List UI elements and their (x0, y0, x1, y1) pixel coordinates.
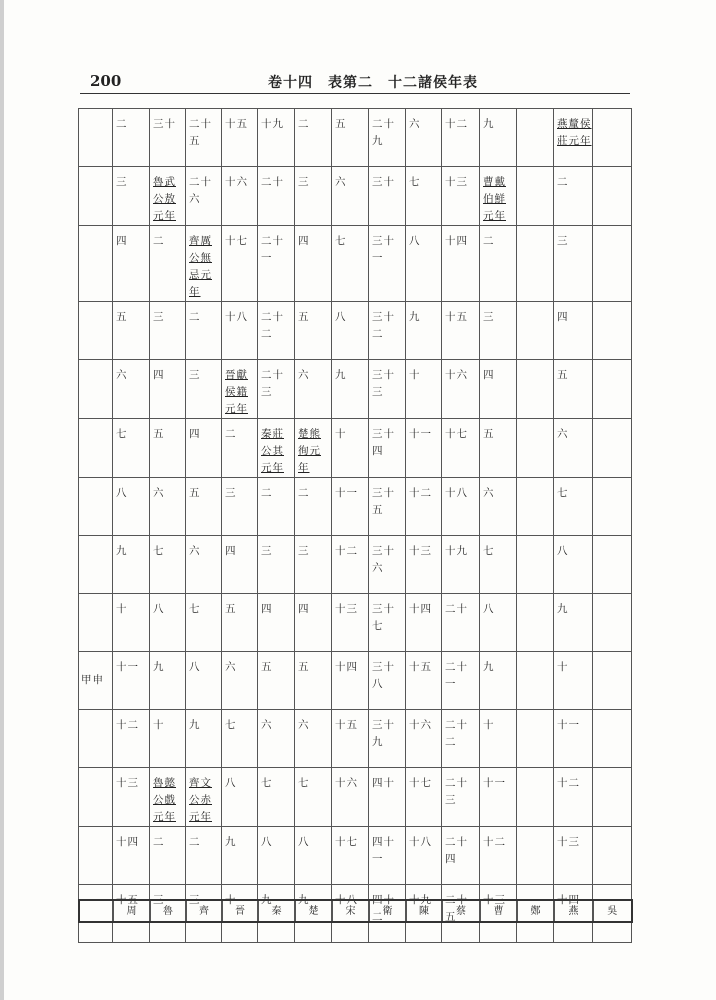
table-row (79, 360, 632, 419)
state-name-cell: 宋 (332, 900, 369, 922)
year-cell: 二十五 (442, 885, 480, 943)
year-cell: 三十 (369, 167, 406, 226)
running-header: 卷十四 表第二 十二諸侯年表 (268, 75, 478, 91)
page-number: 200 (90, 72, 122, 90)
year-cell: 十四 (442, 226, 480, 302)
year-cell: 二 (150, 827, 186, 885)
year-cell: 八 (554, 536, 593, 594)
year-cell: 十一 (332, 478, 369, 536)
year-cell: 七 (480, 536, 517, 594)
year-cell: 八 (222, 768, 258, 827)
state-name-cell: 秦 (258, 900, 295, 922)
year-cell: 十六 (222, 167, 258, 226)
year-cell: 五 (150, 419, 186, 478)
ganzhi-cell (79, 302, 113, 360)
year-cell: 十七 (222, 226, 258, 302)
year-cell: 九 (150, 652, 186, 710)
year-cell: 六 (332, 167, 369, 226)
year-cell: 七 (258, 768, 295, 827)
year-cell: 三 (222, 478, 258, 536)
year-cell: 三 (258, 536, 295, 594)
year-cell: 九 (554, 594, 593, 652)
year-cell: 二十六 (186, 167, 222, 226)
year-cell: 十七 (332, 827, 369, 885)
year-cell: 六 (113, 360, 150, 419)
year-cell: 四 (150, 360, 186, 419)
year-cell: 八 (332, 302, 369, 360)
year-cell: 二 (295, 109, 332, 167)
year-cell: 十五 (442, 302, 480, 360)
year-cell: 六 (222, 652, 258, 710)
year-cell (593, 652, 632, 710)
year-cell: 十三 (113, 768, 150, 827)
year-cell: 十二 (442, 109, 480, 167)
year-cell: 十 (150, 710, 186, 768)
year-cell: 五 (222, 594, 258, 652)
year-cell: 齊厲公無忌元年 (186, 226, 222, 302)
year-cell: 三十七 (369, 594, 406, 652)
year-cell: 二 (295, 478, 332, 536)
year-cell: 四 (113, 226, 150, 302)
year-cell: 九 (186, 710, 222, 768)
year-cell: 六 (295, 360, 332, 419)
ganzhi-cell (79, 536, 113, 594)
ganzhi-cell (79, 827, 113, 885)
year-cell: 三十八 (369, 652, 406, 710)
year-cell: 八 (295, 827, 332, 885)
year-cell: 二十九 (369, 109, 406, 167)
year-cell: 十三 (442, 167, 480, 226)
state-name-cell: 鄭 (517, 900, 554, 922)
year-cell: 十二 (480, 827, 517, 885)
year-cell: 楚熊徇元年 (295, 419, 332, 478)
year-cell: 十七 (406, 768, 442, 827)
year-cell: 十四 (406, 594, 442, 652)
year-cell: 三十二 (369, 302, 406, 360)
year-cell: 五 (480, 419, 517, 478)
year-cell: 三十三 (369, 360, 406, 419)
year-cell: 十一 (113, 652, 150, 710)
year-cell: 六 (150, 478, 186, 536)
year-cell: 六 (554, 419, 593, 478)
year-cell: 二十三 (442, 768, 480, 827)
year-cell: 八 (186, 652, 222, 710)
year-cell: 九 (113, 536, 150, 594)
year-cell: 二十一 (258, 226, 295, 302)
year-cell: 三 (186, 360, 222, 419)
ganzhi-cell (79, 419, 113, 478)
year-cell: 十三 (406, 536, 442, 594)
ganzhi-cell: 甲申 (79, 652, 113, 710)
year-cell: 七 (554, 478, 593, 536)
year-cell (593, 536, 632, 594)
year-cell: 十八 (442, 478, 480, 536)
ganzhi-cell (79, 360, 113, 419)
state-name-cell (79, 900, 113, 922)
year-cell: 七 (406, 167, 442, 226)
year-cell: 六 (295, 710, 332, 768)
ganzhi-cell (79, 594, 113, 652)
table-row (79, 768, 632, 827)
year-cell: 十六 (406, 710, 442, 768)
table-row (79, 109, 632, 167)
table-row (79, 419, 632, 478)
year-cell: 六 (258, 710, 295, 768)
year-cell: 八 (113, 478, 150, 536)
footer-row (79, 900, 632, 922)
state-name-cell: 燕 (554, 900, 593, 922)
year-cell: 二十 (442, 594, 480, 652)
ganzhi-cell (79, 478, 113, 536)
year-cell: 三 (150, 302, 186, 360)
year-cell: 十一 (480, 768, 517, 827)
year-cell: 三 (554, 226, 593, 302)
year-cell: 四十 (369, 768, 406, 827)
table-row (79, 536, 632, 594)
year-cell: 十八 (222, 302, 258, 360)
ganzhi-cell (79, 768, 113, 827)
state-name-cell: 周 (113, 900, 150, 922)
year-cell: 四 (554, 302, 593, 360)
state-name-row (78, 899, 633, 923)
year-cell: 六 (406, 109, 442, 167)
year-cell (593, 827, 632, 885)
year-cell: 十二 (332, 536, 369, 594)
year-cell: 七 (113, 419, 150, 478)
year-cell: 四 (222, 536, 258, 594)
year-cell: 四 (295, 594, 332, 652)
year-cell: 二 (222, 419, 258, 478)
year-cell: 五 (113, 302, 150, 360)
year-cell: 九 (258, 885, 295, 943)
year-cell: 十二 (406, 478, 442, 536)
table-row (79, 167, 632, 226)
year-cell: 三十一 (369, 226, 406, 302)
year-cell (593, 710, 632, 768)
year-cell: 九 (332, 360, 369, 419)
year-cell: 七 (295, 768, 332, 827)
year-cell: 二 (186, 302, 222, 360)
year-cell: 十三 (480, 885, 517, 943)
year-cell: 八 (480, 594, 517, 652)
year-cell: 十七 (442, 419, 480, 478)
year-cell (593, 768, 632, 827)
year-cell: 二十一 (442, 652, 480, 710)
state-name-cell: 蔡 (442, 900, 480, 922)
year-cell: 五 (295, 302, 332, 360)
year-cell (517, 594, 554, 652)
year-cell: 四 (295, 226, 332, 302)
year-cell: 五 (295, 652, 332, 710)
year-cell: 七 (186, 594, 222, 652)
year-cell (593, 302, 632, 360)
state-name-cell: 曹 (480, 900, 517, 922)
year-cell: 二 (554, 167, 593, 226)
ganzhi-cell (79, 226, 113, 302)
year-cell: 七 (222, 710, 258, 768)
state-name-cell: 齊 (186, 900, 222, 922)
page-edge (0, 0, 4, 1000)
year-cell (517, 710, 554, 768)
year-cell: 十九 (258, 109, 295, 167)
year-cell: 魯武公敖元年 (150, 167, 186, 226)
year-cell: 十五 (332, 710, 369, 768)
year-cell (517, 478, 554, 536)
year-cell (593, 594, 632, 652)
year-cell: 五 (186, 478, 222, 536)
header-rule (80, 93, 630, 94)
year-cell: 十六 (442, 360, 480, 419)
year-cell: 十八 (406, 827, 442, 885)
chronology-table (78, 108, 632, 943)
year-cell: 齊文公赤元年 (186, 768, 222, 827)
year-cell: 十 (406, 360, 442, 419)
year-cell: 六 (186, 536, 222, 594)
state-name-cell: 衛 (369, 900, 406, 922)
ganzhi-cell (79, 109, 113, 167)
year-cell: 二十五 (186, 109, 222, 167)
year-cell: 十五 (406, 652, 442, 710)
year-cell: 二 (186, 827, 222, 885)
year-cell: 五 (258, 652, 295, 710)
year-cell: 八 (150, 594, 186, 652)
year-cell: 二 (150, 226, 186, 302)
table-row (79, 226, 632, 302)
year-cell: 三 (186, 885, 222, 943)
year-cell: 三十 (150, 109, 186, 167)
year-cell (593, 226, 632, 302)
state-name-cell: 晉 (222, 900, 258, 922)
table-row (79, 652, 632, 710)
ganzhi-cell (79, 167, 113, 226)
year-cell: 九 (295, 885, 332, 943)
year-cell: 燕釐侯莊元年 (554, 109, 593, 167)
year-cell: 六 (480, 478, 517, 536)
year-cell (517, 109, 554, 167)
year-cell (517, 536, 554, 594)
year-cell (517, 226, 554, 302)
year-cell: 十三 (554, 827, 593, 885)
year-cell: 十九 (442, 536, 480, 594)
year-cell: 二十三 (258, 360, 295, 419)
year-cell: 三 (295, 167, 332, 226)
year-cell: 四 (480, 360, 517, 419)
year-cell: 十 (554, 652, 593, 710)
year-cell: 十二 (113, 710, 150, 768)
state-name-cell: 楚 (295, 900, 332, 922)
state-name-cell: 陳 (406, 900, 442, 922)
year-cell: 魯懿公戲元年 (150, 768, 186, 827)
table-row (79, 827, 632, 885)
year-cell: 十八 (332, 885, 369, 943)
year-cell: 二十二 (258, 302, 295, 360)
year-cell: 三 (150, 885, 186, 943)
state-name-cell: 吳 (593, 900, 632, 922)
year-cell: 八 (406, 226, 442, 302)
year-cell: 九 (480, 652, 517, 710)
table-row (79, 594, 632, 652)
year-cell (517, 827, 554, 885)
year-cell: 九 (406, 302, 442, 360)
year-cell (517, 768, 554, 827)
year-cell (593, 167, 632, 226)
year-cell: 三 (480, 302, 517, 360)
year-cell: 晉獻侯籍元年 (222, 360, 258, 419)
year-cell (593, 109, 632, 167)
state-name-cell: 魯 (150, 900, 186, 922)
year-cell: 二 (113, 109, 150, 167)
year-cell: 三十四 (369, 419, 406, 478)
year-cell: 十 (113, 594, 150, 652)
year-cell: 十 (332, 419, 369, 478)
year-cell: 十五 (113, 885, 150, 943)
year-cell (517, 302, 554, 360)
year-cell (517, 419, 554, 478)
year-cell (517, 360, 554, 419)
ganzhi-cell (79, 710, 113, 768)
year-cell: 三 (295, 536, 332, 594)
year-cell: 十四 (554, 885, 593, 943)
year-cell: 七 (150, 536, 186, 594)
year-cell: 十九 (406, 885, 442, 943)
table-row (79, 478, 632, 536)
year-cell (593, 419, 632, 478)
year-cell (593, 360, 632, 419)
year-cell: 曹戴伯鮮元年 (480, 167, 517, 226)
table-row (79, 302, 632, 360)
year-cell (593, 478, 632, 536)
year-cell: 二 (480, 226, 517, 302)
year-cell: 三 (113, 167, 150, 226)
year-cell: 十四 (113, 827, 150, 885)
year-cell: 十一 (406, 419, 442, 478)
year-cell: 五 (554, 360, 593, 419)
year-cell: 二十四 (442, 827, 480, 885)
year-cell: 十三 (332, 594, 369, 652)
year-cell: 四十二 (369, 885, 406, 943)
year-cell: 二 (258, 478, 295, 536)
year-cell: 十一 (554, 710, 593, 768)
year-cell: 四 (258, 594, 295, 652)
year-cell: 十四 (332, 652, 369, 710)
year-cell: 二十 (258, 167, 295, 226)
year-cell: 秦莊公其元年 (258, 419, 295, 478)
year-cell: 十六 (332, 768, 369, 827)
year-cell: 三十六 (369, 536, 406, 594)
year-cell: 十二 (554, 768, 593, 827)
year-cell: 十 (480, 710, 517, 768)
year-cell: 八 (258, 827, 295, 885)
year-cell: 三十五 (369, 478, 406, 536)
table-row (79, 710, 632, 768)
year-cell: 十 (222, 885, 258, 943)
year-cell: 四 (186, 419, 222, 478)
year-cell: 九 (480, 109, 517, 167)
year-cell: 五 (332, 109, 369, 167)
year-cell (517, 652, 554, 710)
year-cell (517, 167, 554, 226)
year-cell: 十五 (222, 109, 258, 167)
year-cell: 七 (332, 226, 369, 302)
year-cell: 九 (222, 827, 258, 885)
year-cell: 三十九 (369, 710, 406, 768)
year-cell: 四十一 (369, 827, 406, 885)
year-cell: 二十二 (442, 710, 480, 768)
